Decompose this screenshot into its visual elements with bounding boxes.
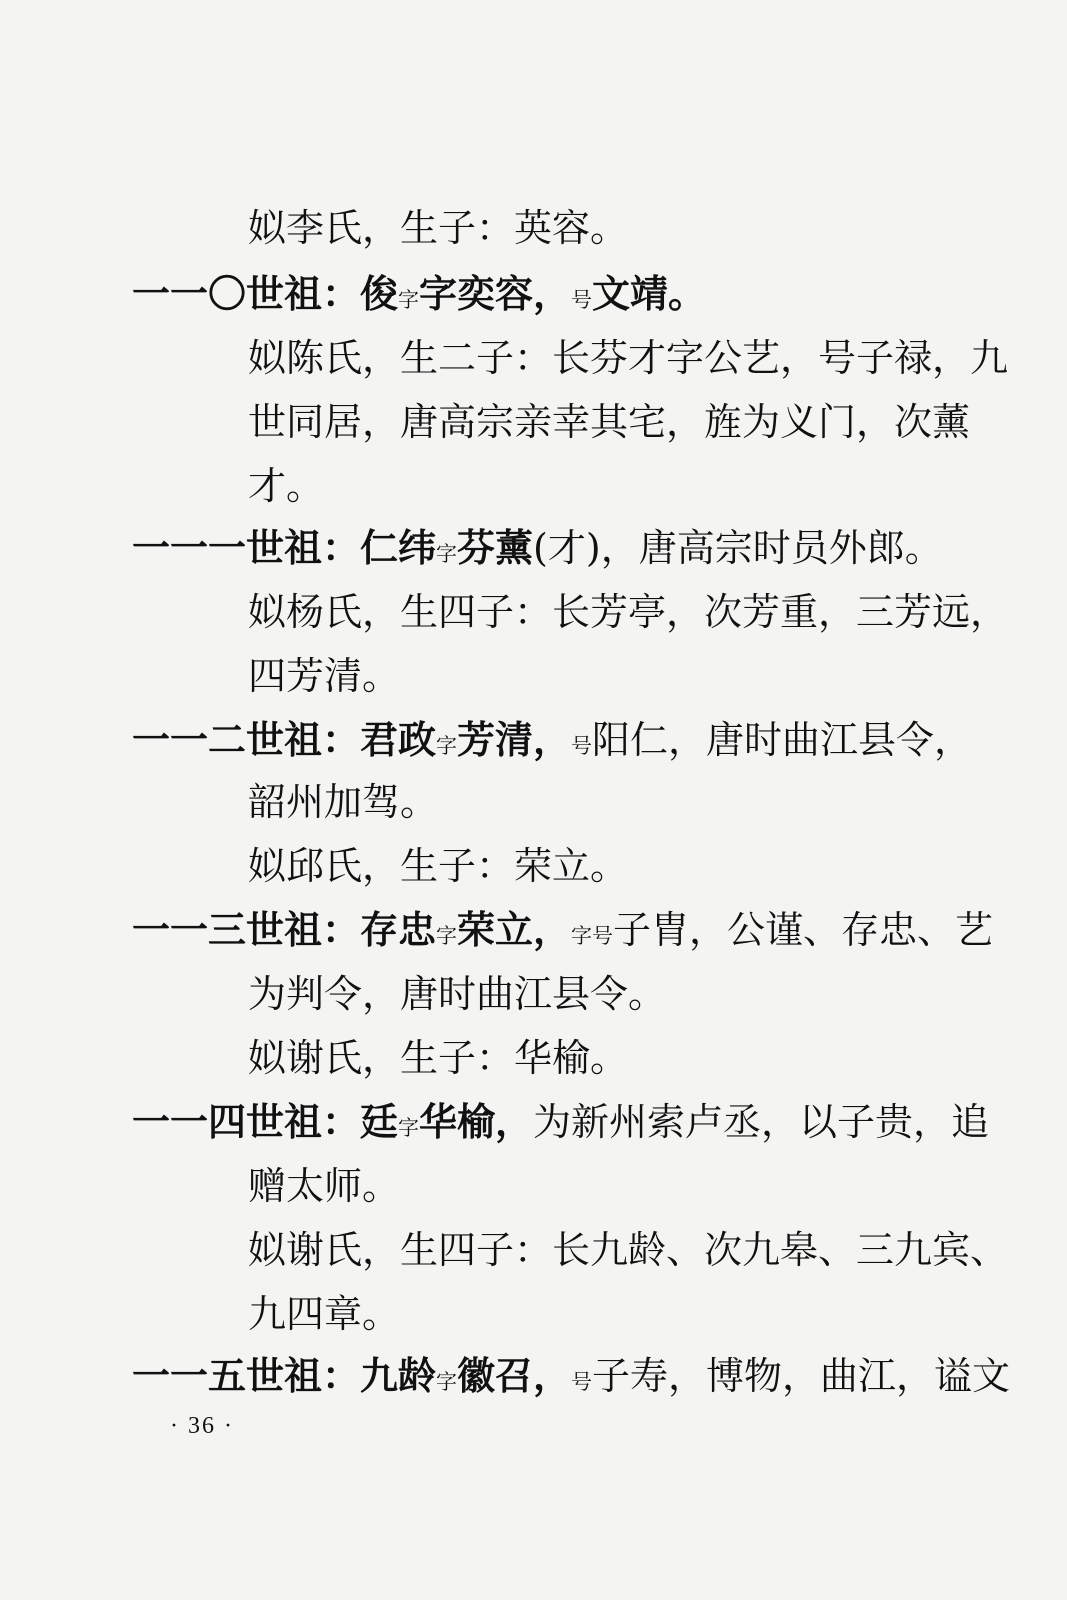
ancestor-detail: 子寿，博物，曲江，谥文 xyxy=(592,1354,1011,1398)
ancestor-name: 廷 xyxy=(360,1099,399,1144)
text-line: 世同居，唐高宗亲幸其宅，旌为义门，次薰 xyxy=(248,400,971,444)
ancestor-name: 俊 xyxy=(360,271,399,316)
small-note: 号 xyxy=(571,288,593,312)
small-note: 字 xyxy=(398,288,420,312)
heading-line xyxy=(132,898,993,962)
generation-label: 一一一世祖： xyxy=(132,525,361,570)
generation-label: 一一二世祖： xyxy=(132,717,361,762)
small-note: 号 xyxy=(571,1370,593,1394)
text-line: 姒陈氏，生二子：长芬才字公艺，号子禄，九 xyxy=(248,336,1009,380)
courtesy-name: 字奕容， xyxy=(419,271,572,316)
ancestor-name: 君政 xyxy=(360,717,437,762)
courtesy-name: 华榆， xyxy=(419,1099,534,1144)
generation-label: 一一〇世祖： xyxy=(132,271,361,316)
text-line: 才。 xyxy=(248,464,325,508)
text-line: 四芳清。 xyxy=(248,654,401,698)
generation-label: 一一五世祖： xyxy=(132,1353,361,1398)
small-note: 字 xyxy=(436,924,458,948)
text-line: 姒李氏，生子：英容。 xyxy=(248,206,629,250)
ancestor-name: 九龄 xyxy=(360,1353,437,1398)
courtesy-name: 荣立， xyxy=(457,907,572,952)
text-line: 姒邱氏，生子：荣立。 xyxy=(248,844,629,888)
small-note: 字号 xyxy=(571,924,614,948)
ancestor-name: 存忠 xyxy=(360,907,437,952)
text-line: 赠太师。 xyxy=(248,1164,401,1208)
text-line: 九四章。 xyxy=(248,1292,401,1336)
ancestor-detail: 子胄，公谨、存忠、艺 xyxy=(613,908,994,952)
courtesy-name: 徽召， xyxy=(457,1353,572,1398)
courtesy-name: 芬薰 xyxy=(457,525,534,570)
small-note: 字 xyxy=(398,1116,420,1140)
small-note: 字 xyxy=(436,734,458,758)
ancestor-detail: (才)，唐高宗时员外郎。 xyxy=(533,526,943,570)
text-line: 为判令，唐时曲江县令。 xyxy=(248,972,667,1016)
heading-line xyxy=(132,1090,989,1154)
page-number: · 36 · xyxy=(170,1413,234,1439)
small-note: 号 xyxy=(571,734,593,758)
heading-line xyxy=(132,516,943,580)
heading-line xyxy=(132,708,972,772)
ancestor-detail: 文靖。 xyxy=(592,271,707,316)
small-note: 字 xyxy=(436,542,458,566)
generation-label: 一一四世祖： xyxy=(132,1099,361,1144)
ancestor-detail: 为新州索卢丞，以子贵，追 xyxy=(533,1100,990,1144)
text-line: 姒谢氏，生子：华榆。 xyxy=(248,1036,629,1080)
heading-line xyxy=(132,1344,1010,1408)
ancestor-detail: 阳仁，唐时曲江县令， xyxy=(592,718,973,762)
text-line: 姒杨氏，生四子：长芳亭，次芳重，三芳远， xyxy=(248,590,1009,634)
ancestor-name: 仁纬 xyxy=(360,525,437,570)
courtesy-name: 芳清， xyxy=(457,717,572,762)
text-line: 姒谢氏，生四子：长九龄、次九皋、三九宾、 xyxy=(248,1228,1009,1272)
text-line: 韶州加驾。 xyxy=(248,780,439,824)
small-note: 字 xyxy=(436,1370,458,1394)
generation-label: 一一三世祖： xyxy=(132,907,361,952)
heading-line xyxy=(132,262,706,326)
